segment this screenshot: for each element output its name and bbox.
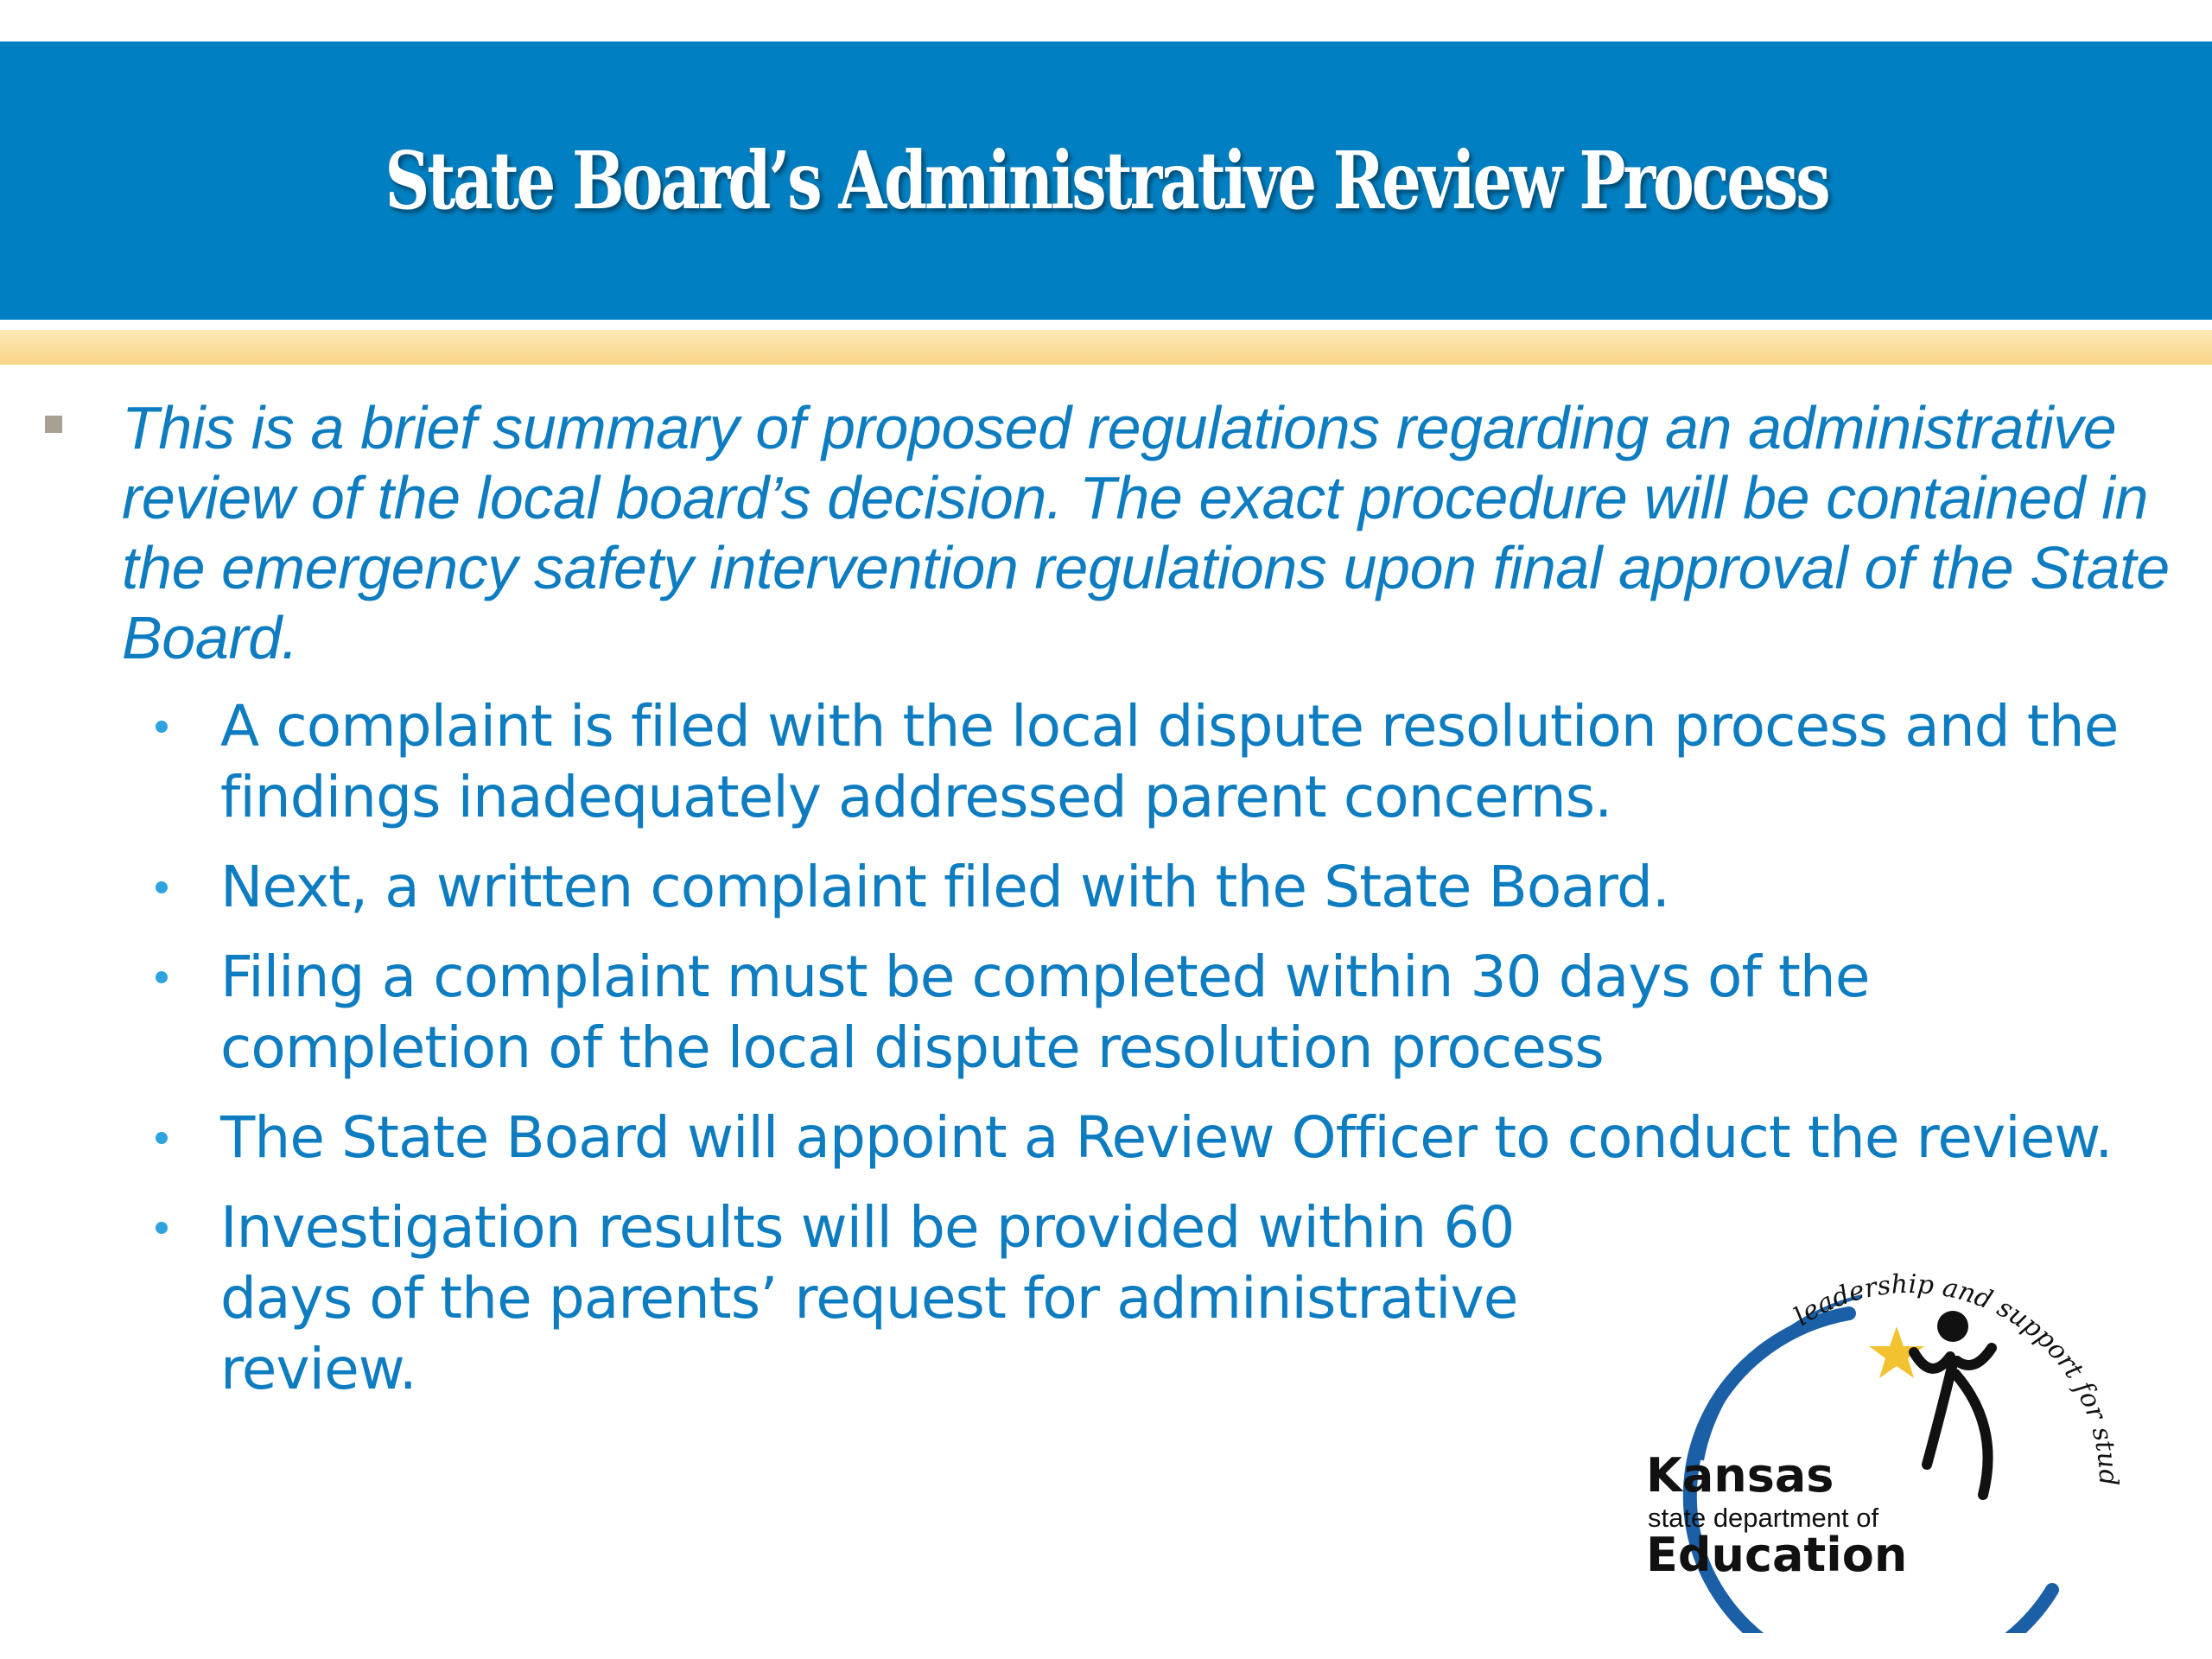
ksde-logo	[1629, 1244, 2147, 1633]
logo-department: Education	[1646, 1528, 1908, 1582]
title-band	[0, 41, 2212, 320]
list-item-text: A complaint is filed with the local dispute resolution process and the findings inadequately addressed parent concerns.	[220, 693, 2119, 830]
list-item-text: The State Board will appoint a Review Officer to conduct the review.	[220, 1104, 2113, 1171]
dot-bullet-icon	[156, 1222, 168, 1234]
list-item-text: Next, a written complaint filed with the State Board.	[220, 854, 1670, 920]
slide-title: State Board’s Administrative Review Process	[385, 134, 1827, 227]
logo-tagline: leadership and support for stud	[1789, 1268, 2124, 1486]
summary-paragraph: This is a brief summary of proposed regulations regarding an administrative review of the local board’s decision. The exact procedure will be contained in the emergency safety intervention regulations upon final approval of the State Board.	[122, 394, 2170, 671]
list-item	[0, 1192, 1793, 1405]
accent-stripe	[0, 330, 2212, 365]
logo-brand: Kansas	[1646, 1448, 1834, 1503]
logo-subtitle: state department of	[1648, 1503, 1879, 1533]
dot-bullet-icon	[156, 1132, 168, 1144]
list-item-text: Filing a complaint must be completed within 30 days of the completion of the local dispute resolution process	[220, 944, 1870, 1081]
square-bullet-icon	[45, 416, 62, 433]
list-item	[0, 691, 2164, 833]
list-item	[0, 1103, 2164, 1173]
dot-bullet-icon	[156, 971, 168, 983]
list-item-text: Investigation results will be provided within 60 days of the parents’ request for administrative review.	[220, 1194, 1518, 1402]
dot-bullet-icon	[156, 721, 168, 733]
list-item	[0, 852, 2164, 923]
list-item	[0, 942, 2164, 1084]
dot-bullet-icon	[156, 881, 168, 893]
